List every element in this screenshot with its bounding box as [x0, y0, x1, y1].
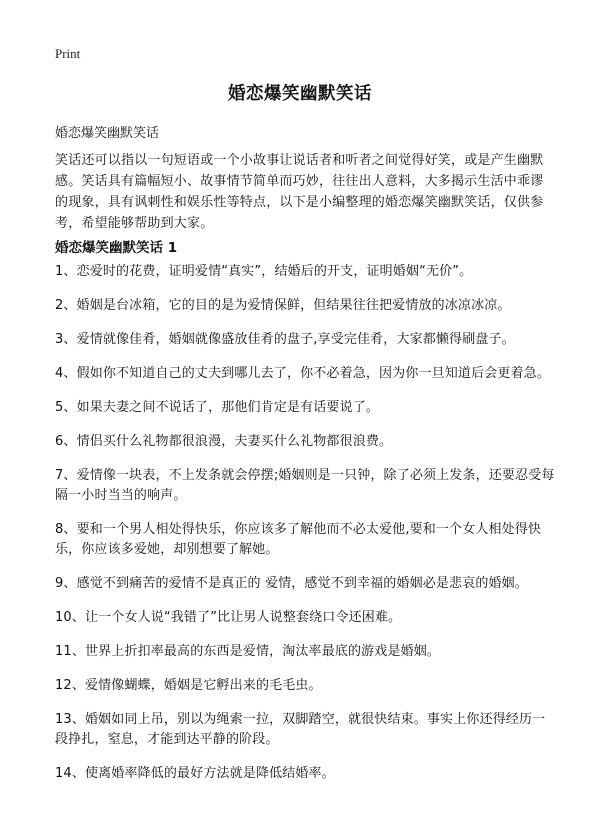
joke-item-7: 7、爱情像一块表，不上发条就会停摆;婚姻则是一只钟，除了必须上发条，还要忍受每隔一小时当当的响声。 — [55, 468, 555, 503]
section-heading: 婚恋爆笑幽默笑话 1 — [55, 240, 178, 256]
page-title: 婚恋爆笑幽默笑话 — [228, 84, 372, 104]
joke-item-12: 12、爱情像蝴蝶，婚姻是它孵出来的毛毛虫。 — [55, 678, 322, 693]
joke-item-6: 6、情侣买什么礼物都很浪漫，夫妻买什么礼物都很浪费。 — [55, 434, 393, 449]
joke-item-3: 3、爱情就像佳肴，婚姻就像盛放佳肴的盘子,享受完佳肴，大家都懒得刷盘子。 — [55, 332, 515, 347]
joke-item-5: 5、如果夫妻之间不说话了，那他们肯定是有话要说了。 — [55, 400, 380, 415]
joke-item-2: 2、婚姻是台冰箱，它的目的是为爱情保鲜，但结果往往把爱情放的冰凉冰凉。 — [55, 298, 511, 313]
joke-item-10: 10、让一个女人说“我错了”比让男人说整套绕口令还困难。 — [55, 610, 402, 625]
joke-item-13: 13、婚姻如同上吊，别以为绳索一拉，双脚踏空，就很快结束。事实上你还得经历一段挣扎，窒息，才能到达平静的阶段。 — [55, 712, 546, 747]
subtitle: 婚恋爆笑幽默笑话 — [55, 126, 160, 141]
joke-item-1: 1、恋爱时的花费，证明爱情“真实”，结婚后的开支，证明婚姻“无价”。 — [55, 264, 473, 279]
joke-item-4: 4、假如你不知道自己的丈夫到哪儿去了，你不必着急，因为你一旦知道后会更着急。 — [55, 366, 550, 381]
joke-item-8: 8、要和一个男人相处得快乐，你应该多了解他而不必太爱他,要和一个女人相处得快乐，你应该多爱她，却别想要了解她。 — [55, 522, 542, 557]
joke-list — [55, 262, 555, 798]
intro-paragraph: 笑话还可以指以一句短语或一个小故事让说话者和听者之间觉得好笑，或是产生幽默感。笑话具有篇幅短小、故事情节简单而巧妙，往往出人意料，大多揭示生活中乖谬的现象，具有讽刺性和娱乐性等特点，以下是小编整理的婚恋爆笑幽默笑话，仅供参考，希望能够帮助到大家。 — [55, 153, 544, 231]
joke-item-11: 11、世界上折扣率最高的东西是爱情，淘汰率最底的游戏是婚姻。 — [55, 644, 441, 659]
print-link[interactable]: Print — [55, 46, 81, 61]
joke-item-14: 14、使离婚率降低的最好方法就是降低结婚率。 — [55, 766, 335, 781]
joke-item-9: 9、感觉不到痛苦的爱情不是真正的 爱情，感觉不到幸福的婚姻必是悲哀的婚姻。 — [55, 576, 528, 591]
